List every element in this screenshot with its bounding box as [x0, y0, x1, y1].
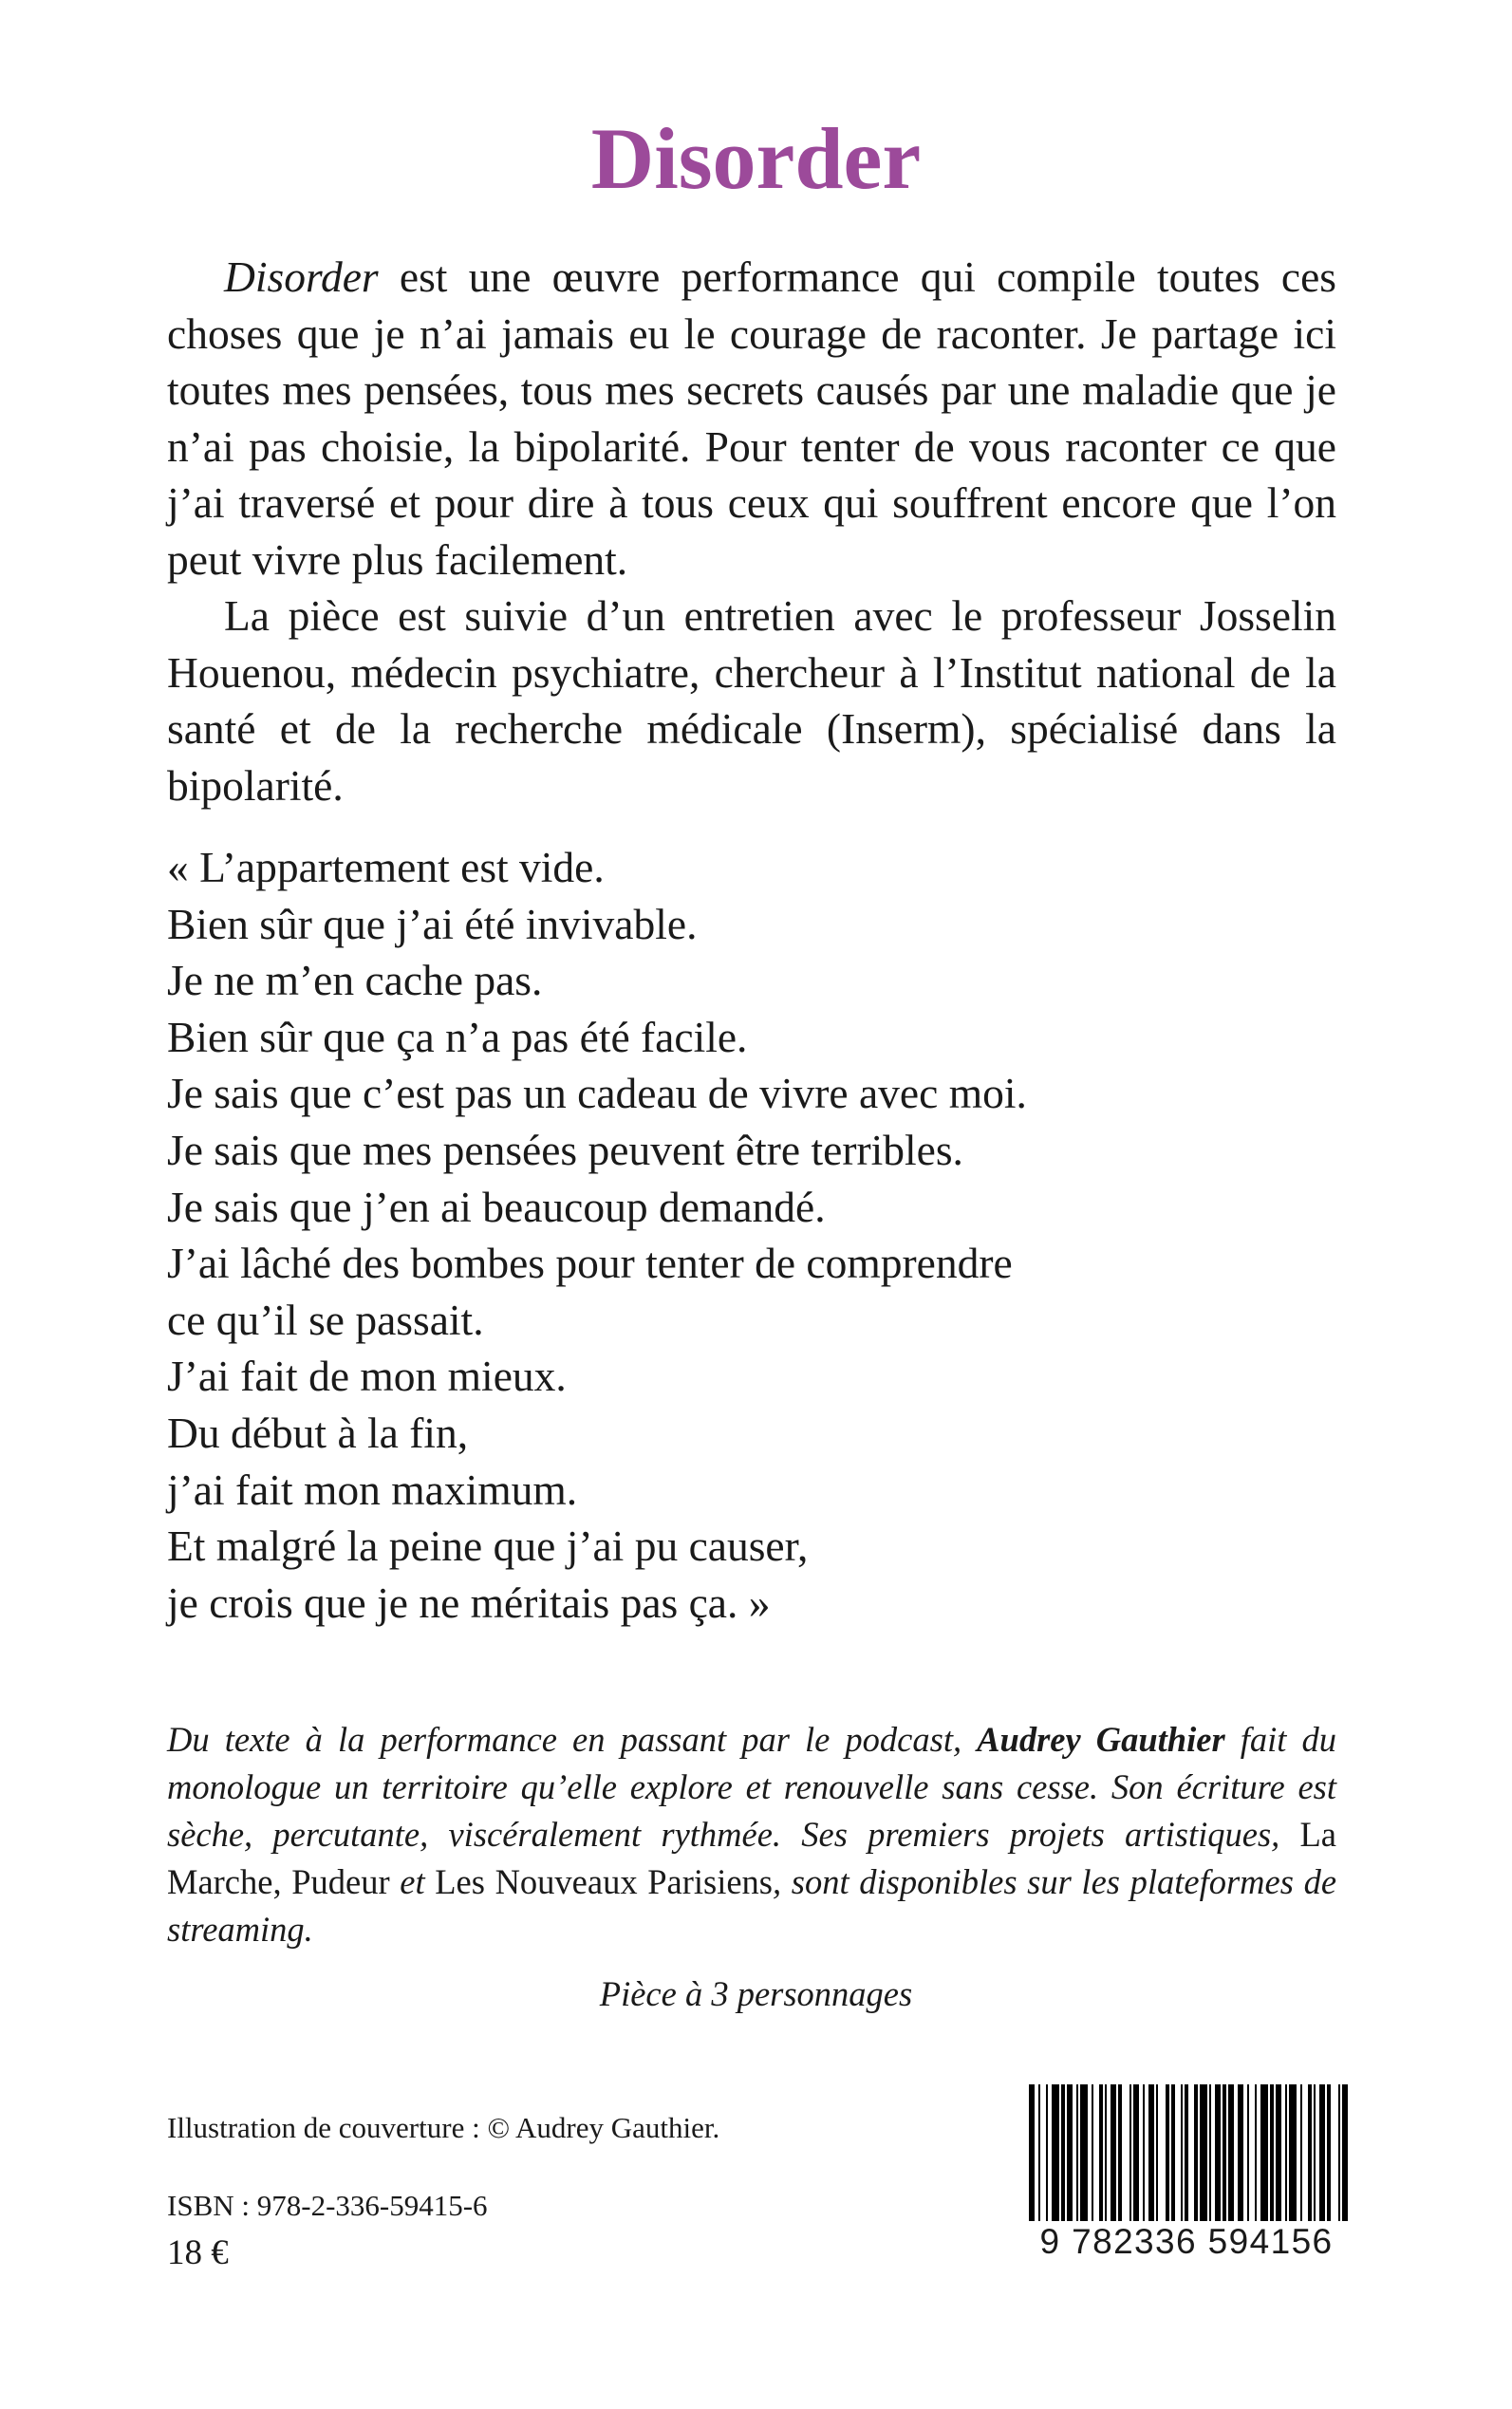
barcode-bar: [1166, 2084, 1169, 2227]
excerpt-line: Bien sûr que ça n’a pas été facile.: [167, 1012, 748, 1061]
barcode-digits: 9 782336 594156: [1025, 2221, 1348, 2263]
barcode-bar: [1061, 2084, 1065, 2227]
barcode-bar: [1076, 2084, 1078, 2227]
work-separator: et: [389, 1862, 436, 1901]
barcode-bar: [1171, 2084, 1175, 2227]
excerpt-line: J’ai lâché des bombes pour tenter de comprendre: [167, 1239, 1013, 1288]
barcode-bar: [1067, 2084, 1073, 2227]
barcode-bar: [1133, 2084, 1139, 2227]
barcode-bar: [1300, 2084, 1302, 2227]
barcode-bar: [1181, 2084, 1183, 2227]
barcode-bar: [1143, 2084, 1145, 2227]
work-separator: ,: [272, 1862, 292, 1901]
barcode-bar: [1046, 2084, 1048, 2227]
barcode-bar: [1276, 2084, 1281, 2227]
barcode-bar: [1260, 2084, 1268, 2227]
barcode-bar: [1327, 2084, 1331, 2227]
work-title: Pudeur: [291, 1862, 390, 1901]
bio-intro: Du texte à la performance en passant par le podcast,: [167, 1720, 978, 1759]
excerpt-line: ce qu’il se passait.: [167, 1295, 484, 1344]
barcode-bar: [1238, 2084, 1243, 2227]
barcode-bar: [1319, 2084, 1325, 2227]
isbn: ISBN : 978-2-336-59415-6: [167, 2189, 488, 2222]
excerpt-line: J’ai fait de mon mieux.: [167, 1352, 567, 1401]
barcode-bar: [1338, 2084, 1340, 2227]
barcode-bar: [1129, 2084, 1131, 2227]
barcode-bar: [1270, 2084, 1274, 2227]
barcode-bar: [1099, 2084, 1103, 2227]
characters-note: Pièce à 3 personnages: [599, 1974, 913, 2013]
excerpt-line: Je sais que mes pensées peuvent être terribles.: [167, 1125, 963, 1174]
book-title: Disorder: [590, 110, 922, 207]
barcode-bar: [1105, 2084, 1107, 2227]
work-title: La Marche: [167, 1815, 1336, 1901]
barcode-bar: [1223, 2084, 1226, 2227]
barcode-bar: [1215, 2084, 1221, 2227]
summary: [167, 249, 1336, 813]
cover-credit: Illustration de couverture : © Audrey Gauthier.: [167, 2111, 720, 2144]
barcode-bar: [1038, 2084, 1040, 2227]
excerpt-line: Je sais que c’est pas un cadeau de vivre avec moi.: [167, 1069, 1027, 1118]
barcode-bar: [1200, 2084, 1207, 2227]
barcode-bar: [1342, 2084, 1348, 2227]
barcode-bar: [1029, 2084, 1035, 2227]
summary-paragraph-1: [167, 249, 1336, 588]
barcode-bar: [1209, 2084, 1211, 2227]
excerpt-line: je crois que je ne méritais pas ça. »: [167, 1578, 771, 1627]
barcode-bar: [1118, 2084, 1122, 2227]
bio-end: , sont disponibles sur les plateformes de streaming.: [167, 1862, 1337, 1949]
barcode-bar: [1080, 2084, 1088, 2227]
excerpt: [167, 839, 1336, 1631]
excerpt-line: Bien sûr que j’ai été invivable.: [167, 899, 698, 948]
barcode-bar: [1285, 2084, 1287, 2227]
barcode-bars: [1025, 2084, 1348, 2227]
excerpt-line: « L’appartement est vide.: [167, 843, 605, 891]
author-bio: [167, 1716, 1336, 1953]
barcode-bar: [1111, 2084, 1116, 2227]
barcode-bar: [1228, 2084, 1234, 2227]
summary-paragraph-1-text: est une œuvre performance qui compile toutes ces choses que je n’ai jamais eu le courage de raconter. Je partage ici toutes mes pensées, tous mes secrets causés par une maladie que je n’ai pas choisie, la bipolarité. Pour tenter de vous raconter ce que j’ai traversé et pour dire à tous ceux qui souffrent encore que l’on peut vivre plus facilement.: [167, 252, 1336, 584]
excerpt-line: Et malgré la peine que j’ai pu causer,: [167, 1522, 809, 1571]
barcode-bar: [1148, 2084, 1154, 2227]
excerpt-line: Du début à la fin,: [167, 1408, 469, 1457]
author-name: Audrey Gauthier: [977, 1720, 1225, 1759]
barcode-bar: [1052, 2084, 1059, 2227]
barcode-bar: [1255, 2084, 1257, 2227]
barcode-bar: [1289, 2084, 1297, 2227]
excerpt-line: Je sais que j’en ai beaucoup demandé.: [167, 1182, 826, 1231]
excerpt-line: Je ne m’en cache pas.: [167, 956, 543, 1005]
barcode-bar: [1156, 2084, 1158, 2227]
barcode-bar: [1308, 2084, 1312, 2227]
work-title: Les Nouveaux Parisiens: [435, 1862, 774, 1901]
bio-text: fait du monologue un territoire qu’elle explore et renouvelle sans cesse. Son écriture est sèche, percutante, viscéralement rythmée. Ses premiers projets artistiques,: [167, 1720, 1336, 1854]
barcode-bar: [1314, 2084, 1316, 2227]
excerpt-line: j’ai fait mon maximum.: [167, 1465, 578, 1514]
barcode-bar: [1194, 2084, 1198, 2227]
barcode-bar: [1092, 2084, 1093, 2227]
summary-title-italic: Disorder: [224, 252, 379, 301]
summary-paragraph-2: La pièce est suivie d’un entretien avec le professeur Josselin Houenou, médecin psychiatre, chercheur à l’Institut national de la santé et de la recherche médicale (Inserm), spécialisé dans la bipolarité.: [167, 591, 1336, 810]
barcode-bar: [1185, 2084, 1188, 2227]
barcode-bar: [1247, 2084, 1249, 2227]
price: 18 €: [167, 2233, 229, 2272]
